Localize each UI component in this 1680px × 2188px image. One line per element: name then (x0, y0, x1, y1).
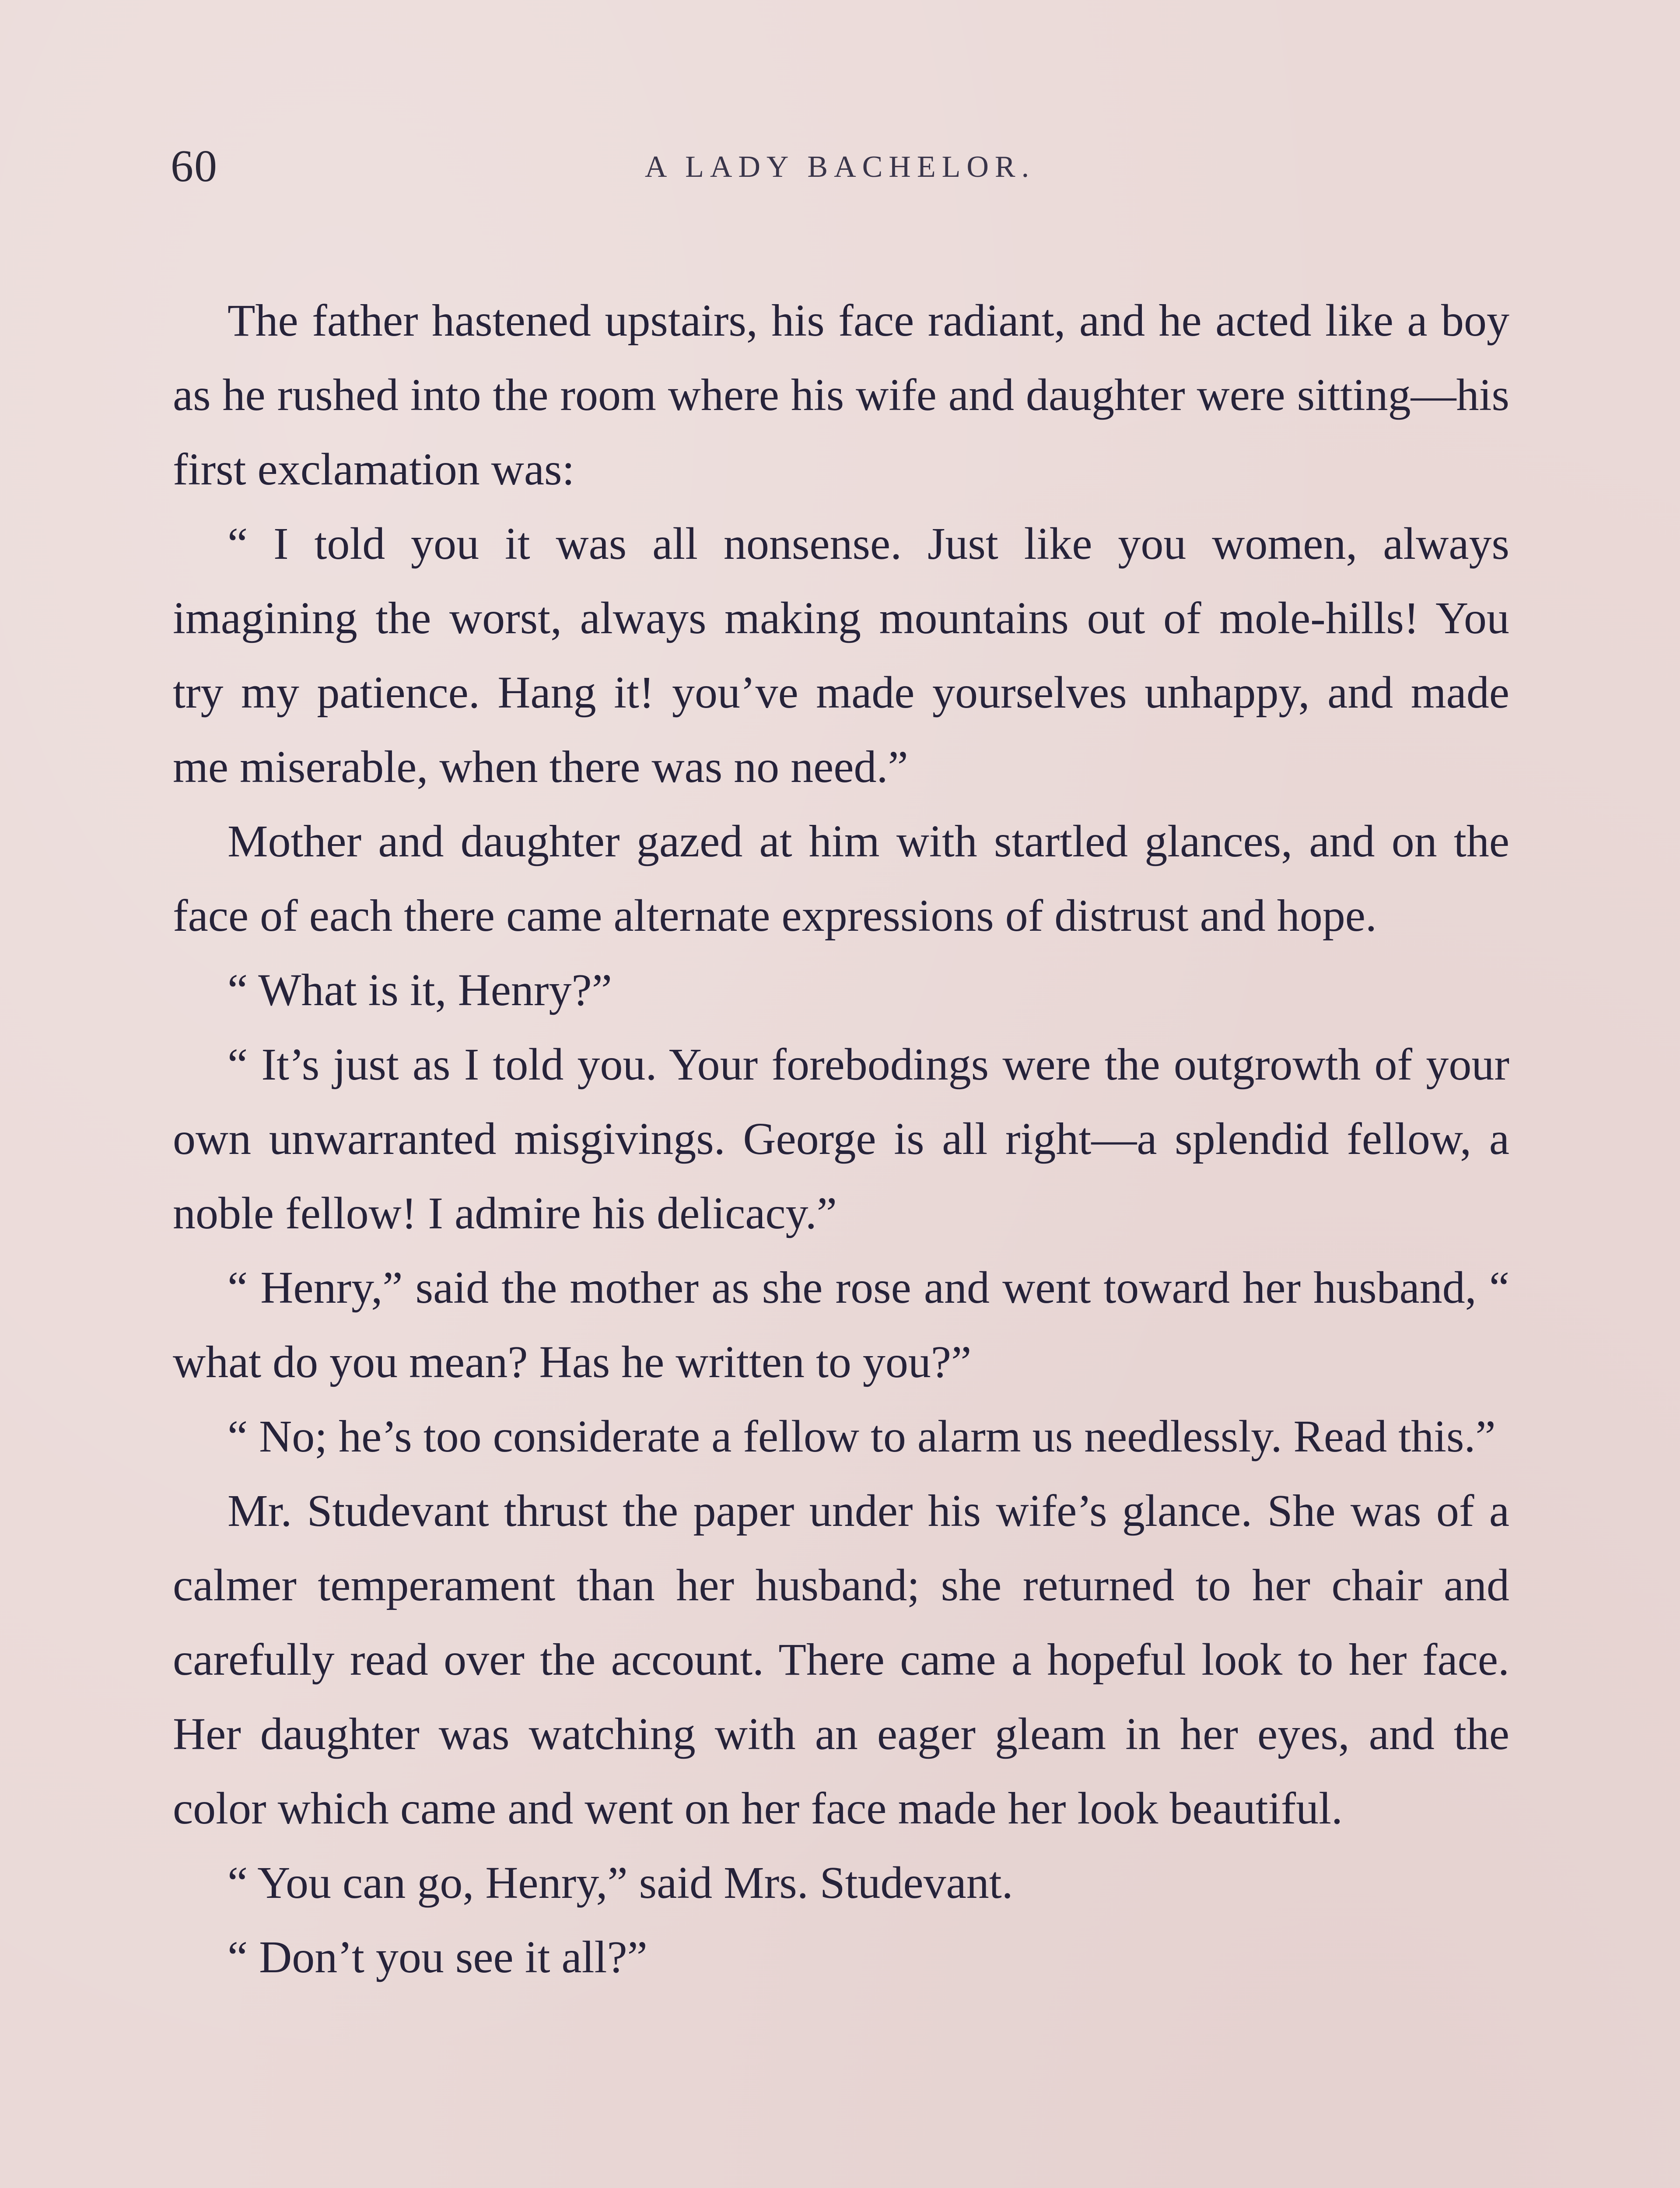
running-title: A LADY BACHELOR. (644, 150, 1036, 184)
body-text (173, 284, 1509, 1995)
paragraph: “ Don’t you see it all?” (228, 1932, 648, 1982)
paragraph: “ It’s just as I told you. Your forebodings were the outgrowth of your own unwarranted misgivings. George is all right—a splendid fellow, a noble fellow! I admire his delicacy.” (173, 1039, 1509, 1238)
paragraph: “ Henry,” said the mother as she rose and went toward her husband, “ what do you mean? Has he written to you?” (173, 1262, 1509, 1387)
paragraph: The father hastened upstairs, his face radiant, and he acted like a boy as he rushed into the room where his wife and daughter were sitting—his first exclamation was: (173, 295, 1509, 494)
paragraph: “ You can go, Henry,” said Mrs. Studevant. (228, 1858, 1013, 1908)
paragraph: Mother and daughter gazed at him with startled glances, and on the face of each there came alternate expressions of distrust and hope. (173, 816, 1509, 941)
page-header (171, 140, 1509, 201)
paragraph: Mr. Studevant thrust the paper under his wife’s glance. She was of a calmer temperament than her husband; she returned to her chair and carefully read over the account. There came a hopeful look to her face. Her daughter was watching with an eager gleam in her eyes, and the color which came and went on her face made her look beautiful. (173, 1486, 1509, 1834)
paragraph: “ No; he’s too considerate a fellow to alarm us needlessly. Read this.” (228, 1411, 1496, 1462)
paragraph: “ I told you it was all nonsense. Just like you women, always imagining the worst, always making mountains out of mole-hills! You try my patience. Hang it! you’ve made yourselves unhappy, and made me miserable, when there was no need.” (173, 519, 1509, 792)
paragraph: “ What is it, Henry?” (228, 965, 612, 1015)
page-number: 60 (171, 141, 218, 191)
